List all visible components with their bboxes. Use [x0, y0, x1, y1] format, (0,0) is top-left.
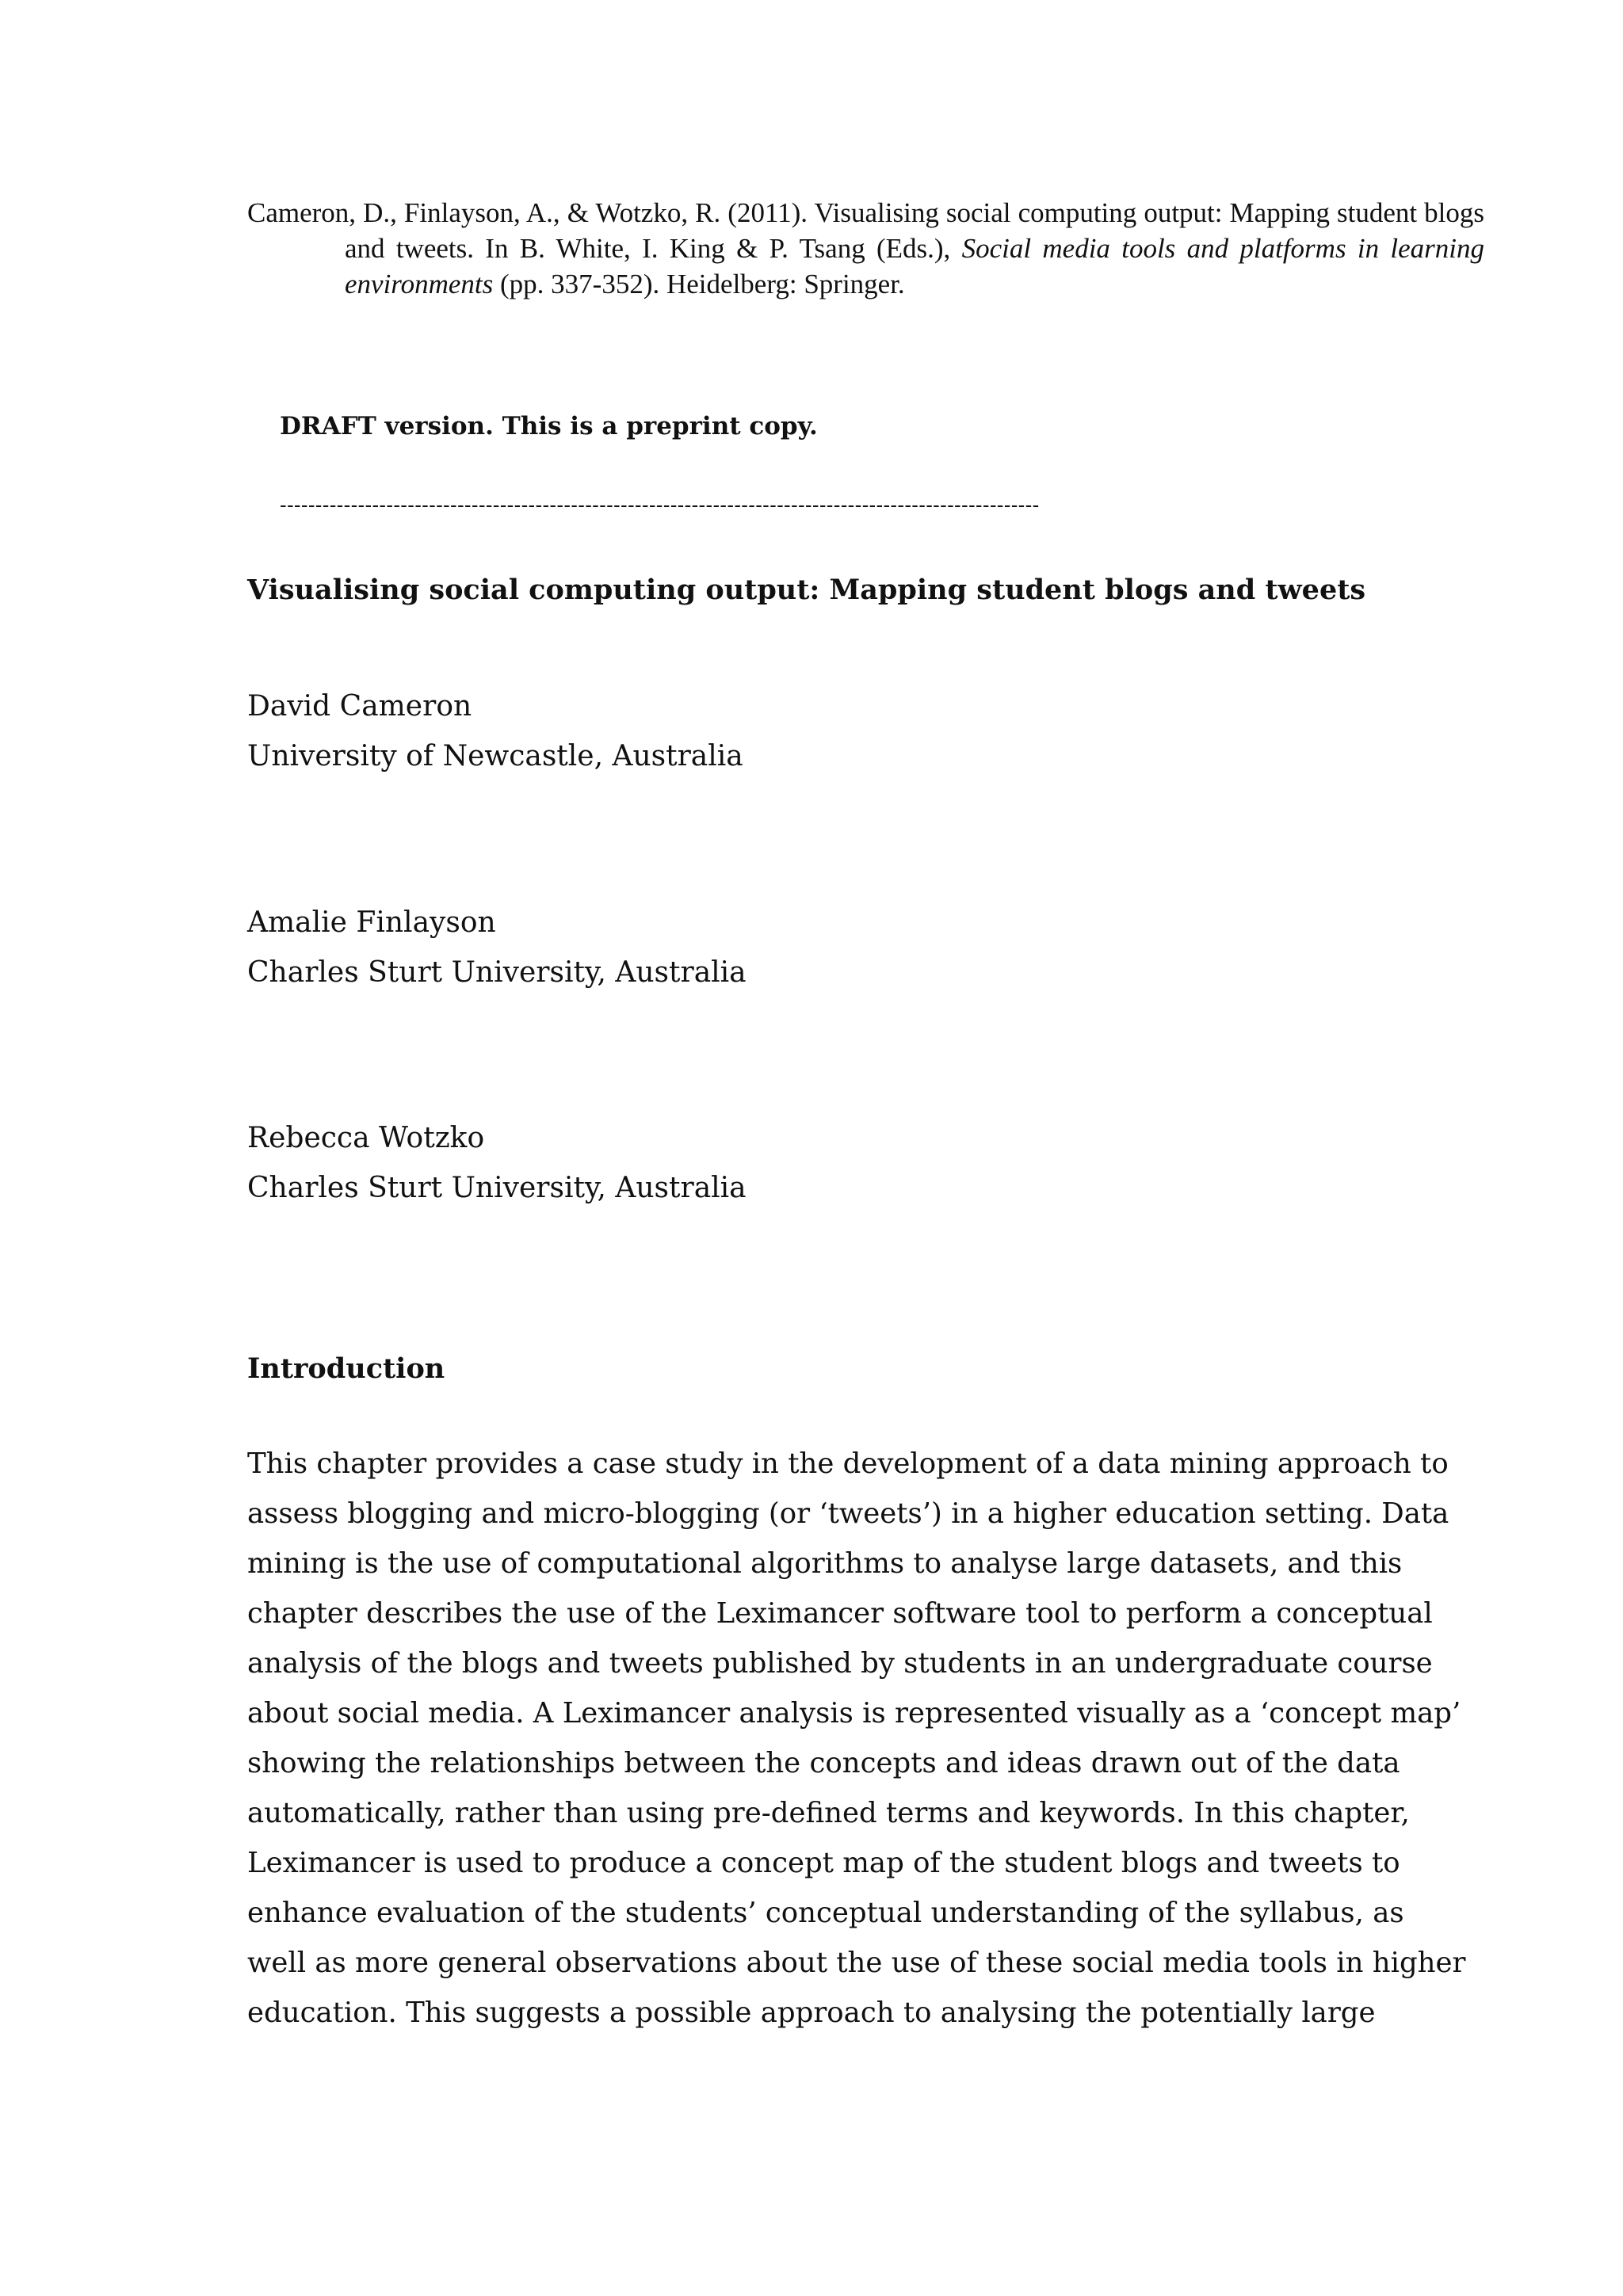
author-name: Amalie Finlayson [247, 906, 496, 939]
citation-authors: Cameron, D., Finlayson, A., & Wotzko, R. (2011). Visualising social computing output: Mapping student blogs and tweets. In B. White, I. King & P. Tsang (Eds.), [247, 197, 1484, 264]
introduction-paragraph [247, 1439, 1466, 2038]
paragraph-line: education. This suggests a possible approach to analysing the potentially large [247, 1997, 1376, 2029]
paragraph-line: mining is the use of computational algorithms to analyse large datasets, and this [247, 1547, 1403, 1580]
section-heading-introduction: Introduction [247, 1352, 445, 1385]
paragraph-line: This chapter provides a case study in the development of a data mining approach to [247, 1447, 1449, 1480]
author-affiliation: Charles Sturt University, Australia [247, 1172, 747, 1204]
paragraph-line: enhance evaluation of the students’ conceptual understanding of the syllabus, as [247, 1897, 1404, 1929]
paragraph-line: about social media. A Leximancer analysis is represented visually as a ‘concept map’ [247, 1697, 1461, 1730]
citation [247, 195, 1484, 302]
paragraph-line: assess blogging and micro-blogging (or ‘tweets’) in a higher education setting. Data [247, 1497, 1449, 1530]
paragraph-line: showing the relationships between the concepts and ideas drawn out of the data [247, 1747, 1400, 1779]
paragraph-line: well as more general observations about the use of these social media tools in higher [247, 1947, 1466, 1979]
author-name: Rebecca Wotzko [247, 1122, 485, 1154]
author-block [247, 681, 743, 781]
author-name: David Cameron [247, 690, 472, 723]
paragraph-line: analysis of the blogs and tweets published by students in an undergraduate course [247, 1647, 1433, 1680]
author-affiliation: Charles Sturt University, Australia [247, 956, 747, 989]
citation-book-title: Social media tools and platforms in learning environments [345, 233, 1484, 299]
paragraph-line: automatically, rather than using pre-defined terms and keywords. In this chapter, [247, 1797, 1410, 1829]
citation-suffix: (pp. 337-352). Heidelberg: Springer. [493, 269, 905, 299]
paper-title: Visualising social computing output: Mapping student blogs and tweets [247, 574, 1366, 606]
author-affiliation: University of Newcastle, Australia [247, 740, 743, 772]
paragraph-line: Leximancer is used to produce a concept map of the student blogs and tweets to [247, 1847, 1400, 1879]
paragraph-line: chapter describes the use of the Leximancer software tool to perform a conceptual [247, 1597, 1433, 1630]
draft-notice: DRAFT version. This is a preprint copy. [280, 412, 818, 441]
separator-line: ----------------------------------------------------------------------------------------------------------- [280, 493, 1040, 517]
author-block [247, 898, 747, 997]
author-block [247, 1113, 747, 1213]
